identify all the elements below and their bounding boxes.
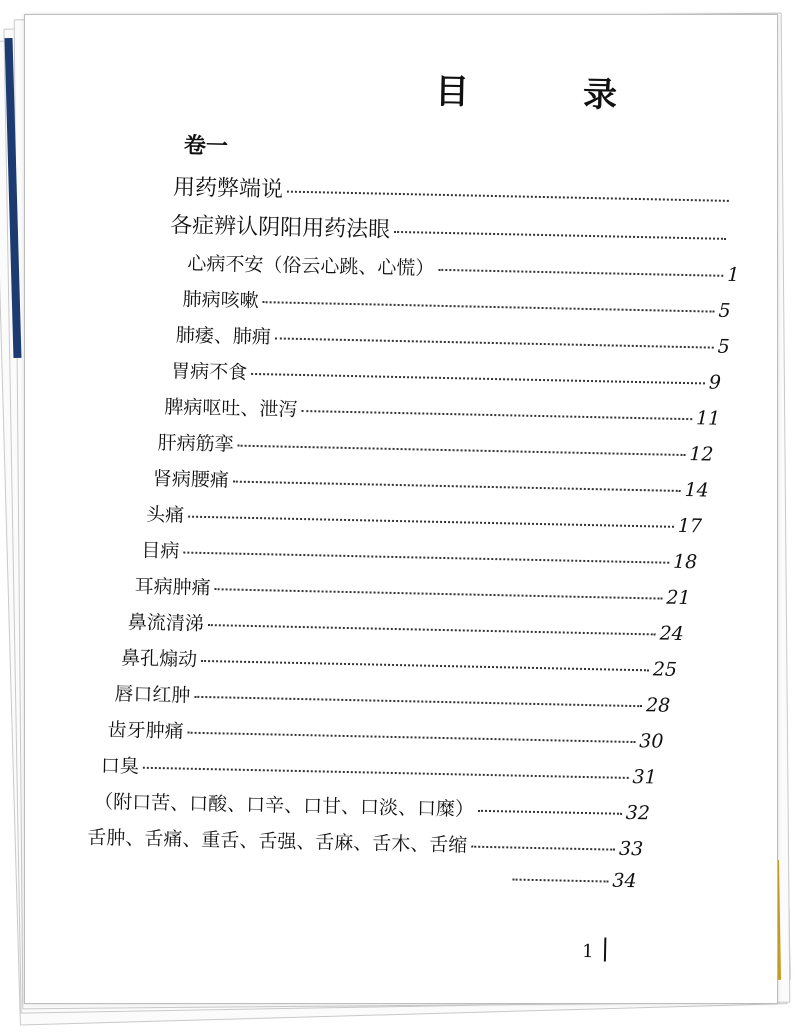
toc-entry[interactable] — [141, 536, 697, 575]
toc-page — [24, 14, 778, 1004]
toc-entry-title: 肝病筋挛 — [157, 431, 234, 456]
toc-entry-title: 鼻孔煽动 — [120, 647, 198, 671]
toc-entry[interactable] — [187, 249, 739, 288]
toc-entry-title: 头痛 — [145, 503, 185, 527]
toc-entry-page: 24 — [659, 622, 684, 646]
toc-entry-page: 12 — [689, 443, 714, 466]
toc-entry[interactable] — [146, 500, 702, 539]
toc-entry[interactable] — [182, 284, 730, 322]
toc-leader-dots — [194, 696, 642, 707]
toc-leader-dots — [201, 660, 649, 671]
toc-leader-dots — [143, 767, 629, 779]
toc-leader-dots — [208, 624, 656, 635]
toc-entry[interactable] — [170, 208, 731, 251]
toc-entry-title: 各症辨认阴阳用药法眼 — [169, 213, 391, 243]
toc-entry-page: 17 — [677, 514, 703, 538]
toc-entry[interactable] — [114, 679, 670, 718]
toc-leader-dots — [251, 373, 705, 385]
page-title: 目 录 — [434, 71, 658, 117]
toc-entry-title: 肺痿、肺痈 — [175, 324, 272, 349]
toc-entry-title: 胃病不食 — [170, 360, 248, 384]
toc-leader-dots — [394, 231, 726, 240]
toc-entry-page: 5 — [718, 299, 731, 322]
toc-entry[interactable] — [153, 464, 709, 503]
toc-entry[interactable] — [87, 823, 643, 862]
toc-leader-dots — [513, 879, 609, 883]
toc-entry-page: 21 — [666, 586, 691, 610]
toc-leader-dots — [238, 445, 686, 456]
toc-entry-page: 25 — [652, 658, 678, 681]
toc-leader-dots — [275, 337, 714, 348]
toc-entry[interactable] — [171, 356, 721, 395]
toc-leader-dots — [188, 732, 636, 743]
toc-leader-dots — [188, 516, 674, 528]
toc-entry[interactable] — [134, 572, 690, 611]
toc-entry[interactable] — [176, 320, 730, 359]
toc-entry-page: 33 — [618, 837, 644, 861]
toc-entry-page: 32 — [625, 801, 651, 825]
toc-content — [6, 7, 779, 1011]
toc-entry[interactable] — [107, 715, 663, 754]
toc-entry-title: 用药弊端说 — [172, 175, 284, 203]
toc-entry[interactable] — [101, 751, 657, 790]
toc-leader-dots — [215, 588, 663, 599]
toc-entry-page: 18 — [672, 550, 698, 574]
toc-entry-title: 鼻流清涕 — [127, 611, 205, 635]
toc-entry-page: 1 — [726, 263, 740, 287]
toc-entry-title: 口臭 — [100, 754, 140, 778]
page-number-rule — [604, 937, 607, 961]
toc-entry-page: 34 — [612, 869, 637, 893]
toc-entry-page: 30 — [639, 730, 664, 753]
toc-leader-dots — [263, 301, 715, 312]
toc-leader-dots — [478, 810, 622, 815]
toc-leader-dots — [233, 481, 681, 492]
toc-entry-page: 11 — [695, 407, 721, 430]
toc-entry[interactable] — [164, 392, 720, 431]
toc-leader-dots — [438, 269, 723, 277]
toc-entry-title: 唇口红肿 — [114, 683, 191, 707]
toc-leader-dots — [301, 410, 692, 420]
toc-entry[interactable] — [157, 428, 713, 467]
toc-entry[interactable] — [121, 643, 677, 682]
toc-entry-page: 5 — [717, 335, 731, 358]
toc-entry-title: 脾病呕吐、泄泻 — [164, 396, 298, 421]
toc-entry-title: （附口苦、口酸、口辛、口甘、口淡、口糜） — [93, 790, 475, 821]
toc-entry[interactable] — [508, 867, 636, 892]
toc-entry[interactable] — [128, 607, 684, 646]
toc-entry-title: 舌肿、舌痛、重舌、舌强、舌麻、舌木、舌缩 — [87, 826, 468, 857]
volume-heading: 卷一 — [183, 133, 229, 160]
toc-entry-page: 14 — [684, 479, 709, 502]
toc-entry-title: 耳病肿痛 — [134, 575, 211, 600]
page-number: 1 — [581, 940, 594, 963]
toc-leader-dots — [183, 552, 669, 564]
toc-entry-page: 28 — [645, 694, 671, 717]
toc-entry-title: 目病 — [141, 539, 180, 563]
toc-entry-page: 9 — [708, 371, 722, 394]
toc-entry-title: 肾病腰痛 — [152, 467, 230, 492]
toc-leader-dots — [471, 846, 615, 851]
toc-entry[interactable] — [173, 170, 734, 213]
toc-entry-title: 肺病咳嗽 — [182, 288, 259, 313]
toc-entry[interactable] — [94, 787, 650, 826]
toc-entry-title: 心病不安（俗云心跳、心慌） — [187, 252, 435, 280]
toc-entry-title: 齿牙肿痛 — [107, 718, 184, 743]
toc-leader-dots — [287, 191, 729, 202]
toc-entry-page: 31 — [632, 766, 657, 789]
